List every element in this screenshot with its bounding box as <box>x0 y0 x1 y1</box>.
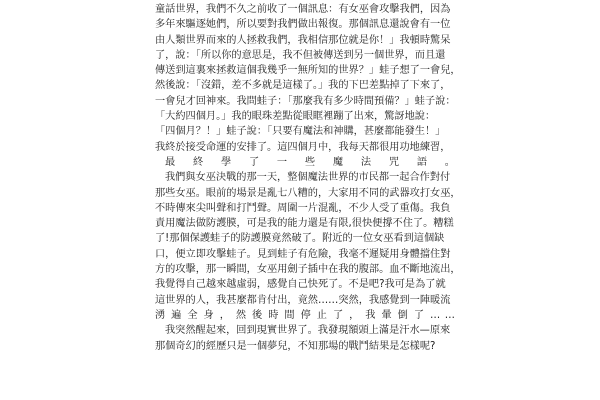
text-line: 童話世界，我們不久之前收了一個訊息：有女巫會攻擊我們，因為 <box>155 4 451 15</box>
text-line: 我突然醒起來，回到現實世界了。我發現額頭上滿是汗水—原來 <box>165 325 451 337</box>
text-line: 最 終 學 了 一 些 魔 法 咒 語 。 <box>165 156 455 168</box>
text-line: 一會兒才回神來。我問蛙子：「那麼我有多少時間預備？」蛙子說： <box>155 95 456 107</box>
text-line: 我終於接受命運的安排了。這四個月中，我每天都很用功地練習， <box>155 141 451 153</box>
text-line: 我覺得自己越來越虛弱，感覺自己快死了。不是吧?我可是為了就 <box>155 279 446 291</box>
text-line: 這世界的人，我甚麼都肯付出，竟然……突然，我感覺到一陣暖流 <box>155 294 451 306</box>
text-line: 「大約四個月。」我的眼珠差點從眼眶裡蹦了出來，驚訝地說： <box>155 111 436 123</box>
text-line: 「四個月？！」蛙子說：「只要有魔法和神購，甚麼都能發生！」 <box>155 126 446 138</box>
text-line: 了，說：「所以你的意思是，我不但被傳送到另一個世界，而且還 <box>155 49 446 61</box>
text-line: 湧 遍 全 身 ， 然 後 時 間 停 止 了 ， 我 暈 倒 了 … … <box>155 309 455 321</box>
text-line: 那些女巫。眼前的場景是亂七八糟的，大家用不同的武器攻打女巫， <box>155 187 461 199</box>
text-line: 多年來驅逐她們，所以要對我們做出報復。那個訊息還說會有一位 <box>155 19 451 31</box>
text-line: 由人類世界而來的人拯救我們，我相信那位就是你！」我頓時驚呆 <box>155 34 451 46</box>
story-text <box>155 2 461 354</box>
text-line: 我們與女巫決戰的那一天，整個魔法世界的市民都一起合作對付 <box>165 172 451 184</box>
text-line: 了!那個保護蛙子的防護膜竟然破了。附近的一位女巫看到這個缺 <box>155 233 445 245</box>
text-line: 不時傳來尖叫聲和打鬥聲。周圍一片混亂，不少人受了重傷。我負 <box>155 202 451 214</box>
text-line: 口，便立即攻擊蛙子。見到蛙子有危險，我毫不遲疑用身體擋住對 <box>155 248 451 260</box>
text-line: 責用魔法做防護膜，可是我的能力還是有限,很快便撐不住了。糟糕 <box>155 218 454 230</box>
text-line: 那個奇幻的經歷只是一個夢兒，不知那場的戰鬥結果是怎樣呢? <box>155 340 436 352</box>
text-line: 傳送到這裏來拯救這個我幾乎一無所知的世界？」蛙子想了一會兒， <box>155 65 461 77</box>
text-line: 方的攻擊，那一瞬間，女巫用劍子插中在我的腹部。血不斷地流出， <box>155 264 461 276</box>
text-line: 然後說：「沒錯，差不多就是這樣了。」我的下巴差點掉了下來了， <box>155 80 451 92</box>
